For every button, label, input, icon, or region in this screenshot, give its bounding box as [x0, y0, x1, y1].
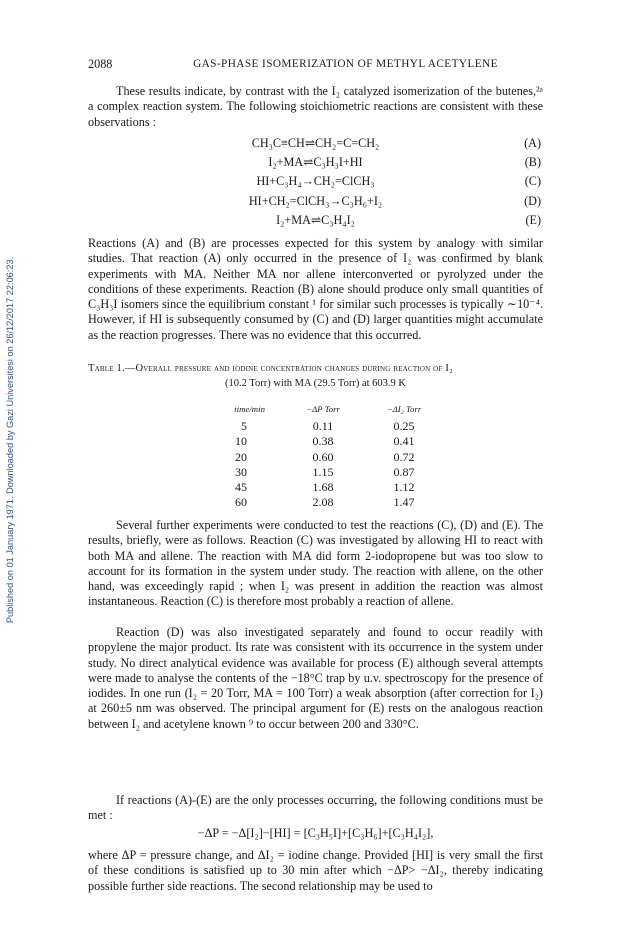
paragraph-reactions-discussion: Reactions (A) and (B) are processes expected for this system by analogy with similar studies. That reaction (A) only occurred in the presence of I₂ was confirmed by blank experiments with MA. Neither MA nor allene interconverted or pyrolyzed under the conditions of these experiments. Reaction (B) alone should produce only small quantities of C₃H₃I isomers since the equilibrium constant ¹ for similar such processes is typically ∼10⁻⁴. However, if HI is subsequently consumed by (C) and (D) larger quantities might accumulate as the reaction progresses. There was no evidence that this occurred.: [88, 236, 543, 342]
cell-iodine: 1.12: [393, 479, 415, 494]
table-row: [0, 434, 631, 449]
cell-time: 20: [235, 449, 247, 464]
table-row: [0, 419, 631, 434]
column-header-iodine: −ΔI₂ Torr: [386, 404, 422, 414]
paragraph-further-experiments: Several further experiments were conducted to test the reactions (C), (D) and (E). The results, briefly, were as follows. Reaction (C) was investigated by allowing HI to react with both MA and allene. The reaction with MA did form 2-iodopropene but was too slow to account for its formation in the system under study. The reaction with allene, on the other hand, was exceedingly rapid ; when I₂ was present in addition the reaction was almost instantaneous. Reaction (C) is therefore most probably a reaction of allene.: [88, 518, 543, 609]
download-watermark-text: Published on 01 January 1971. Downloaded by Gazi Universitesi on 26/12/2017 22:06:23.: [5, 256, 15, 624]
cell-time: 60: [235, 495, 247, 510]
reaction-equation: I₂+MA⇌C₃H₃I+HI: [268, 155, 363, 169]
paragraph-definitions: where ΔP = pressure change, and ΔI₂ = iodine change. Provided [HI] is very small the first of these conditions is satisfied up to 30 min after which −ΔP> −ΔI₂, thereby indicating possible further side reactions. The second relationship may be used to: [88, 848, 543, 893]
table-row: [0, 480, 631, 495]
cell-iodine: 0.87: [393, 464, 415, 479]
running-title: GAS-PHASE ISOMERIZATION OF METHYL ACETYLENE: [193, 57, 498, 70]
cell-pressure: 1.15: [312, 464, 334, 479]
table-caption-line2: (10.2 Torr) with MA (29.5 Torr) at 603.9 K: [225, 377, 406, 389]
reaction-equation: CH₃C≡CH⇌CH₂=C=CH₂: [251, 136, 380, 150]
reaction-b: [88, 155, 543, 171]
reaction-label: (E): [525, 213, 541, 227]
cell-time: 30: [235, 464, 247, 479]
table-caption: [88, 362, 543, 391]
page-header: [88, 57, 543, 73]
cell-iodine: 0.41: [393, 434, 415, 449]
reaction-d: [88, 194, 543, 210]
reaction-equation: I₂+MA⇌C₃H₄I₂: [276, 213, 355, 227]
reaction-e: [88, 213, 543, 229]
reaction-c: [88, 174, 543, 190]
balance-equation: −ΔP = −Δ[I₂]−[HI] = [C₃H₅I]+[C₃H₆]+[C₃H₄I₂],: [197, 826, 434, 840]
reaction-a: [88, 136, 543, 152]
reaction-label: (D): [524, 194, 541, 208]
cell-pressure: 1.68: [312, 479, 334, 494]
cell-time: 5: [241, 419, 247, 434]
table-caption-line1: —Overall pressure and iodine concentration changes during reaction of I₂: [124, 363, 453, 374]
column-header-time: time/min: [234, 404, 265, 414]
intro-paragraph: These results indicate, by contrast with the I₂ catalyzed isomerization of the butenes,²ᵃ a complex reaction system. The following stoichiometric reactions are consistent with these observations :: [88, 84, 543, 129]
paragraph-reaction-d: Reaction (D) was also investigated separately and found to occur readily with propylene the major product. Its rate was consistent with its occurrence in the system under study. No direct analytical evidence was available for process (E) although several attempts were made to analyse the contents of the −18°C trap by u.v. spectroscopy for the presence of iodides. In one run (I₂ = 20 Torr, MA = 100 Torr) a weak absorption (after correction for I₂) at 260±5 nm was observed. The principal argument for (E) rests on the analogous reaction between I₂ and acetylene known ⁹ to occur between 200 and 330°C.: [88, 625, 543, 731]
table-row: [0, 465, 631, 480]
cell-iodine: 0.72: [393, 449, 415, 464]
cell-pressure: 0.60: [312, 449, 334, 464]
cell-time: 45: [235, 479, 247, 494]
cell-pressure: 0.11: [312, 419, 334, 434]
cell-pressure: 0.38: [312, 434, 334, 449]
table-caption-label: Table 1.: [88, 363, 125, 374]
page-number: 2088: [88, 57, 113, 71]
paragraph-conditions: If reactions (A)-(E) are the only processes occurring, the following conditions must be met :: [88, 793, 543, 823]
reaction-label: (C): [524, 174, 541, 188]
reaction-label: (A): [524, 136, 541, 150]
table-header-row: [0, 404, 631, 419]
cell-iodine: 0.25: [393, 419, 415, 434]
column-header-pressure: −ΔP Torr: [306, 404, 340, 414]
table-row: [0, 495, 631, 510]
reaction-equation: HI+C₃H₄→CH₂=ClCH₃: [256, 174, 375, 188]
cell-iodine: 1.47: [393, 495, 415, 510]
reaction-label: (B): [524, 155, 541, 169]
table-row: [0, 450, 631, 465]
cell-time: 10: [235, 434, 247, 449]
data-table: [0, 404, 631, 510]
cell-pressure: 2.08: [312, 495, 334, 510]
reaction-equation: HI+CH₂=ClCH₃→C₃H₆+I₂: [248, 194, 383, 208]
